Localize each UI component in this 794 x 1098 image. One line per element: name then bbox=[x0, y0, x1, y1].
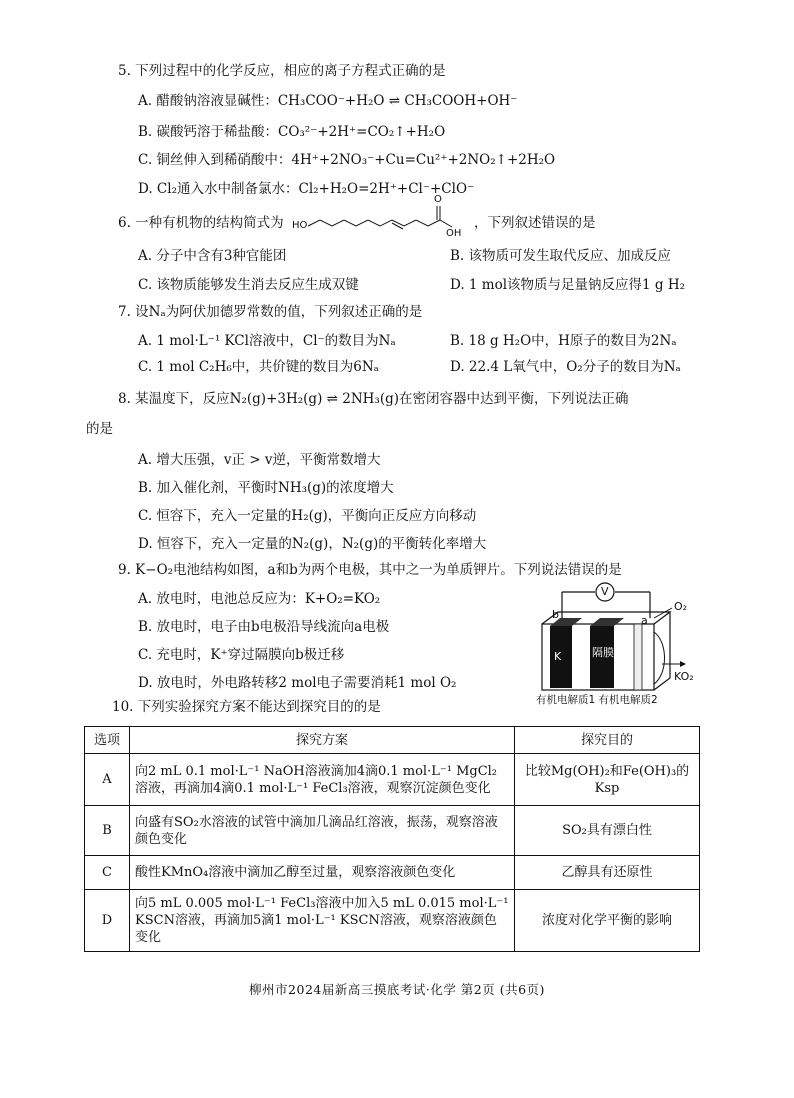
header-plan: 探究方案 bbox=[130, 727, 515, 754]
ko2-label: KO₂ bbox=[674, 670, 694, 683]
row-plan: 向5 mL 0.005 mol·L⁻¹ FeCl₃溶液中加入5 mL 0.015 mol·L⁻¹ KSCN溶液，再滴加5滴1 mol·L⁻¹ KSCN溶液，观察溶液颜色变化 bbox=[130, 890, 515, 952]
diagram-caption: 有机电解质1 有机电解质2 bbox=[536, 694, 658, 706]
q5-option-b: B. 碳酸钙溶于稀盐酸：CO₃²⁻+2H⁺=CO₂↑+H₂O bbox=[138, 124, 446, 140]
q7-option-d: D. 22.4 L氧气中，O₂分子的数目为Nₐ bbox=[450, 359, 681, 375]
page-footer: 柳州市2024届新高三摸底考试·化学 第2页 (共6页) bbox=[249, 982, 545, 997]
structure-ho-label: HO bbox=[292, 220, 308, 231]
q6-stem-prefix: 6. 一种有机物的结构简式为 bbox=[118, 215, 284, 231]
row-plan: 向2 mL 0.1 mol·L⁻¹ NaOH溶液滴加4滴0.1 mol·L⁻¹ MgCl₂溶液，再滴加4滴0.1 mol·L⁻¹ FeCl₃溶液，观察沉淀颜色变化 bbox=[130, 754, 515, 806]
q7-option-c: C. 1 mol C₂H₆中，共价键的数目为6Nₐ bbox=[138, 359, 379, 375]
table-row bbox=[85, 754, 700, 806]
row-option: B bbox=[85, 806, 130, 856]
q8-option-d: D. 恒容下，充入一定量的N₂(g)，N₂(g)的平衡转化率增大 bbox=[138, 536, 487, 552]
table-row bbox=[85, 856, 700, 890]
q8-option-b: B. 加入催化剂，平衡时NH₃(g)的浓度增大 bbox=[138, 480, 394, 496]
q7-option-a: A. 1 mol·L⁻¹ KCl溶液中，Cl⁻的数目为Nₐ bbox=[138, 333, 396, 349]
structure-oh-label: OH bbox=[446, 228, 462, 239]
electrode-a-label: a bbox=[641, 614, 648, 627]
q8-stem-line1: 8. 某温度下，反应N₂(g)+3H₂(g) ⇌ 2NH₃(g)在密闭容器中达到平衡，下列说法正确 bbox=[118, 391, 629, 407]
row-option: C bbox=[85, 856, 130, 890]
battery-diagram bbox=[522, 578, 702, 710]
q7-stem: 7. 设Nₐ为阿伏加德罗常数的值，下列叙述正确的是 bbox=[118, 304, 423, 320]
q6-stem-suffix: ，下列叙述错误的是 bbox=[474, 215, 596, 231]
q9-option-a: A. 放电时，电池总反应为：K+O₂=KO₂ bbox=[138, 591, 381, 607]
q9-option-d: D. 放电时，外电路转移2 mol电子需要消耗1 mol O₂ bbox=[138, 675, 457, 691]
structural-formula bbox=[292, 194, 472, 242]
header-goal: 探究目的 bbox=[515, 727, 700, 754]
row-option: A bbox=[85, 754, 130, 806]
table-row bbox=[85, 890, 700, 952]
header-option: 选项 bbox=[85, 727, 130, 754]
q9-option-c: C. 充电时，K⁺穿过隔膜向b极迁移 bbox=[138, 647, 345, 663]
table-row bbox=[85, 806, 700, 856]
electrode-b-label: b bbox=[552, 608, 559, 621]
o2-label: O₂ bbox=[674, 600, 688, 613]
row-goal: 浓度对化学平衡的影响 bbox=[515, 890, 700, 952]
q6-option-b: B. 该物质可发生取代反应、加成反应 bbox=[450, 248, 672, 264]
row-plan: 酸性KMnO₄溶液中滴加乙醇至过量，观察溶液颜色变化 bbox=[130, 856, 515, 890]
voltmeter-label: V bbox=[601, 585, 609, 598]
q6-option-a: A. 分子中含有3种官能团 bbox=[138, 248, 287, 264]
skeletal-chain bbox=[292, 200, 472, 242]
q7-option-b: B. 18 g H₂O中，H原子的数目为2Nₐ bbox=[450, 333, 677, 349]
q5-option-a: A. 醋酸钠溶液显碱性：CH₃COO⁻+H₂O ⇌ CH₃COOH+OH⁻ bbox=[138, 93, 518, 109]
potassium-label: K bbox=[554, 650, 562, 663]
q8-option-c: C. 恒容下，充入一定量的H₂(g)，平衡向正反应方向移动 bbox=[138, 508, 477, 524]
row-goal: 乙醇具有还原性 bbox=[515, 856, 700, 890]
q5-option-d: D. Cl₂通入水中制备氯水：Cl₂+H₂O=2H⁺+Cl⁻+ClO⁻ bbox=[138, 181, 475, 197]
experiment-table bbox=[84, 726, 700, 952]
membrane-label: 隔膜 bbox=[592, 646, 614, 659]
q9-stem: 9. K−O₂电池结构如图，a和b为两个电极，其中之一为单质钾片。下列说法错误的是 bbox=[118, 562, 622, 578]
q5-stem: 5. 下列过程中的化学反应，相应的离子方程式正确的是 bbox=[118, 63, 446, 79]
row-option: D bbox=[85, 890, 130, 952]
q5-option-c: C. 铜丝伸入到稀硝酸中：4H⁺+2NO₃⁻+Cu=Cu²⁺+2NO₂↑+2H₂O bbox=[138, 152, 556, 168]
q9-option-b: B. 放电时，电子由b电极沿导线流向a电极 bbox=[138, 619, 390, 635]
q6-option-d: D. 1 mol该物质与足量钠反应得1 g H₂ bbox=[450, 277, 686, 293]
q8-option-a: A. 增大压强，v正 > v逆，平衡常数增大 bbox=[138, 452, 381, 468]
row-goal: 比较Mg(OH)₂和Fe(OH)₃的Ksp bbox=[515, 754, 700, 806]
table-header-row bbox=[85, 727, 700, 754]
row-plan: 向盛有SO₂水溶液的试管中滴加几滴品红溶液，振荡，观察溶液颜色变化 bbox=[130, 806, 515, 856]
q8-stem-line2: 的是 bbox=[86, 421, 113, 437]
q10-stem: 10. 下列实验探究方案不能达到探究目的的是 bbox=[112, 699, 381, 715]
row-goal: SO₂具有漂白性 bbox=[515, 806, 700, 856]
structure-o-label: O bbox=[434, 194, 442, 205]
q6-option-c: C. 该物质能够发生消去反应生成双键 bbox=[138, 277, 359, 293]
